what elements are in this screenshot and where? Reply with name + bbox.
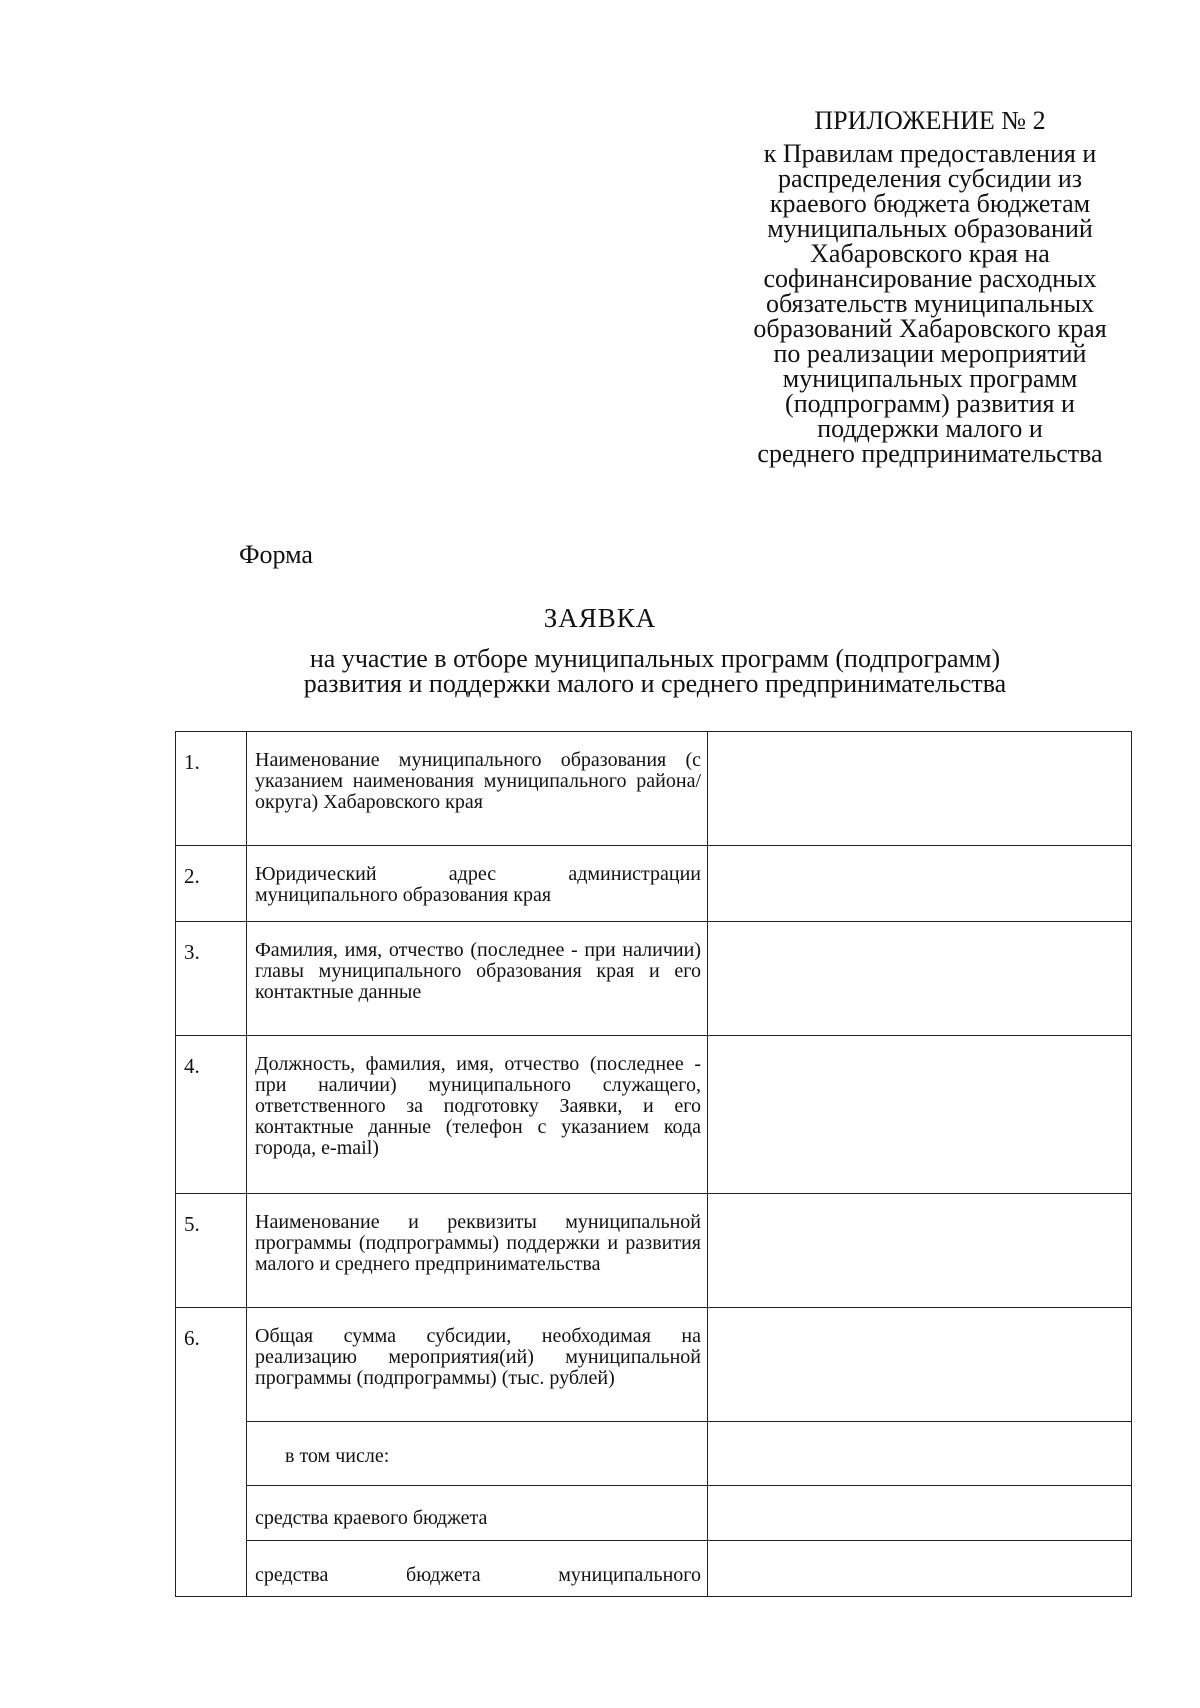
- row-description: [247, 1194, 708, 1308]
- row-text: в том числе:: [285, 1445, 390, 1467]
- row-number: 5.: [176, 1194, 247, 1308]
- row-text: Юридический адрес администрации муниципального образования края: [255, 863, 701, 906]
- value-cell[interactable]: [708, 1036, 1132, 1194]
- table-row: [176, 1486, 1132, 1541]
- row-number-empty: [176, 1486, 247, 1541]
- table-row: [176, 1541, 1132, 1597]
- row-text: средства краевого бюджета: [255, 1507, 488, 1529]
- appendix-line: среднего предпринимательства: [757, 439, 1103, 468]
- row-description: [247, 732, 708, 846]
- row-description: [247, 846, 708, 922]
- appendix-line: образований Хабаровского края: [753, 314, 1107, 343]
- appendix-line: к Правилам предоставления и: [763, 139, 1097, 168]
- row-description: [247, 1036, 708, 1194]
- appendix-line: обязательств муниципальных: [765, 289, 1095, 318]
- appendix-header: [730, 108, 1130, 466]
- document-title: ЗАЯВКА: [543, 603, 657, 633]
- row-text: Должность, фамилия, имя, отчество (последнее - при наличии) муниципального служащего, ответственного за подготовку Заявки, и его контактные данные (телефон с указанием кода города, e-mail): [255, 1053, 701, 1159]
- subtitle-line: на участие в отборе муниципальных программ (подпрограмм): [309, 644, 1001, 673]
- row-number: 4.: [176, 1036, 247, 1194]
- row-number-empty: [176, 1422, 247, 1486]
- value-cell[interactable]: [708, 1422, 1132, 1486]
- appendix-line: краевого бюджета бюджетам: [769, 189, 1091, 218]
- value-cell[interactable]: [708, 922, 1132, 1036]
- value-cell[interactable]: [708, 1308, 1132, 1422]
- appendix-line: (подпрограмм) развития и: [785, 389, 1075, 418]
- row-text: Наименование муниципального образования (с указанием наименования муниципального района/округа) Хабаровского края: [255, 749, 701, 813]
- row-description: [247, 1486, 708, 1541]
- application-table: [175, 731, 1132, 1597]
- row-number: 3.: [176, 922, 247, 1036]
- value-cell[interactable]: [708, 846, 1132, 922]
- appendix-line: поддержки малого и: [817, 414, 1043, 443]
- row-number: 2.: [176, 846, 247, 922]
- row-text: Общая сумма субсидии, необходимая на реализацию мероприятия(ий) муниципальной программы (подпрограммы) (тыс. рублей): [255, 1325, 701, 1389]
- row-description: [247, 1422, 708, 1486]
- form-label: Форма: [239, 540, 313, 569]
- appendix-line: по реализации мероприятий: [773, 339, 1087, 368]
- row-description: [247, 922, 708, 1036]
- table-row: [176, 1194, 1132, 1308]
- row-description: [247, 1541, 708, 1597]
- row-number: 6.: [176, 1308, 247, 1422]
- row-number: 1.: [176, 732, 247, 846]
- row-description: [247, 1308, 708, 1422]
- table-row: [176, 922, 1132, 1036]
- row-text: средства бюджета муниципального: [255, 1564, 701, 1586]
- value-cell[interactable]: [708, 1194, 1132, 1308]
- appendix-line: распределения субсидии из: [777, 164, 1083, 193]
- appendix-line: муниципальных программ: [782, 364, 1078, 393]
- row-text: Фамилия, имя, отчество (последнее - при наличии) главы муниципального образования края и его контактные данные: [255, 939, 701, 1003]
- table-row: [176, 846, 1132, 922]
- document-subtitle: [0, 646, 1200, 696]
- table-row: [176, 1308, 1132, 1422]
- appendix-line: Хабаровского края на: [810, 239, 1050, 268]
- appendix-line: софинансирование расходных: [763, 264, 1097, 293]
- table-row: [176, 1422, 1132, 1486]
- appendix-line: муниципальных образований: [767, 214, 1093, 243]
- subtitle-line: развития и поддержки малого и среднего предпринимательства: [303, 669, 1007, 698]
- row-number-empty: [176, 1541, 247, 1597]
- value-cell[interactable]: [708, 1541, 1132, 1597]
- value-cell[interactable]: [708, 1486, 1132, 1541]
- value-cell[interactable]: [708, 732, 1132, 846]
- row-text: Наименование и реквизиты муниципальной программы (подпрограммы) поддержки и развития малого и среднего предпринимательства: [255, 1211, 701, 1275]
- table-row: [176, 732, 1132, 846]
- table-row: [176, 1036, 1132, 1194]
- appendix-number: ПРИЛОЖЕНИЕ № 2: [814, 106, 1046, 135]
